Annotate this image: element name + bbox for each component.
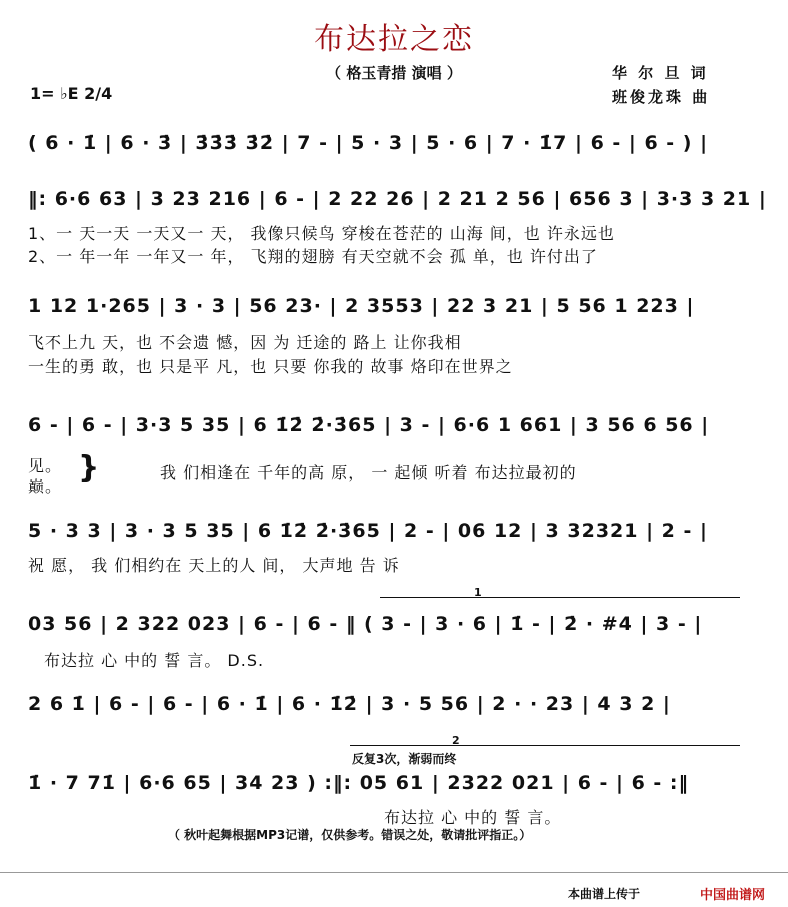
score-row-5: 5 · 3 3 | 3 · 3 5 35 | 6 1̇2̇ 2̇·3̇65 | 2 - | 06 12 | 3 32321 | 2 - | <box>28 520 708 542</box>
lyric-row-5: 祝 愿， 我 们相约在 天上的人 间， 大声地 告 诉 <box>28 556 400 575</box>
lyric-row-4-verse-1: 见。 <box>28 456 63 475</box>
lyric-row-4-verse-2: 巅。 <box>28 477 63 496</box>
composer: 班俊龙珠 曲 <box>612 88 711 106</box>
lyric-row-6: 布达拉 心 中的 誓 言。 D.S. <box>44 651 265 670</box>
lyric-row-2-verse-1: 1、一 天一天 一天又一 天， 我像只候鸟 穿梭在苍茫的 山海 间，也 许永远也 <box>28 224 615 243</box>
score-row-3: 1 12 1·265 | 3 · 3 | 56 23· | 2 3553 | 22 3 21 | 5 56 1 223 | <box>28 295 695 317</box>
score-row-7: 2 6 1̇ | 6 - | 6 - | 6 · 1̇ | 6 · 1̇2̇ | 3 · 5 56 | 2 · · 23 | 4 3 2 | <box>28 693 671 715</box>
score-row-1: ( 6 · 1̇ | 6 · 3̇ | 3̇3̇3̇ 3̇2̇ | 7 - | 5 · 3 | 5 · 6 | 7 · 1̇7 | 6 - | 6 - ) | <box>28 132 709 154</box>
song-title: 布达拉之恋 <box>314 22 474 57</box>
upload-text: 本曲谱上传于 <box>568 887 641 901</box>
repeat-instruction: 反复3次，渐弱而终 <box>352 752 457 766</box>
volta-1-bracket <box>380 597 740 598</box>
volta-2-bracket <box>350 745 740 746</box>
volta-2-number: 2 <box>452 734 460 747</box>
lyric-row-4: 我 们相逢在 千年的高 原， 一 起倾 听着 布达拉最初的 <box>160 463 577 482</box>
score-row-6: 03 56 | 2 322 023 | 6 - | 6 - ‖ ( 3 - | 3 · 6 | 1̇ - | 2̇ · #4 | 3 - | <box>28 613 703 635</box>
volta-1-number: 1 <box>474 586 482 599</box>
singer-line: （ 格玉青措 演唱 ） <box>326 64 462 82</box>
lyric-row-3-verse-2: 一生的勇 敢，也 只是平 凡，也 只要 你我的 故事 烙印在世界之 <box>28 357 513 376</box>
score-row-4: 6 - | 6 - | 3·3 5 35 | 6 1̇2̇ 2̇·3̇65 | 3 - | 6·6 1 661 | 3 56 6 56 | <box>28 414 710 436</box>
score-row-8: 1̇ · 7 71̇ | 6·6 65 | 34 23 ) :‖: 05 61 | 2322 021 | 6 - | 6 - :‖ <box>28 772 690 794</box>
lyric-row-3-verse-1: 飞不上九 天，也 不会遗 憾，因 为 迁途的 路上 让你我相 <box>28 333 462 352</box>
score-row-2: ‖: 6·6 63 | 3 23 216 | 6 - | 2 22 26 | 2 21 2 56 | 656 3 | 3·3 3 21 | <box>28 188 767 210</box>
lyric-row-8: 布达拉 心 中的 誓 言。 <box>384 808 562 827</box>
verse-brace: } <box>78 450 100 485</box>
lyricist: 华 尔 旦 词 <box>612 64 709 82</box>
key-signature: 1= ♭E 2/4 <box>30 84 113 103</box>
footer-divider <box>0 872 788 873</box>
transcription-note: （ 秋叶起舞根据MP3记谱，仅供参考。错误之处，敬请批评指正。） <box>168 828 532 842</box>
lyric-row-2-verse-2: 2、一 年一年 一年又一 年， 飞翔的翅膀 有天空就不会 孤 单，也 许付出了 <box>28 247 598 266</box>
site-logo-text: 中国曲谱网 <box>700 888 766 903</box>
